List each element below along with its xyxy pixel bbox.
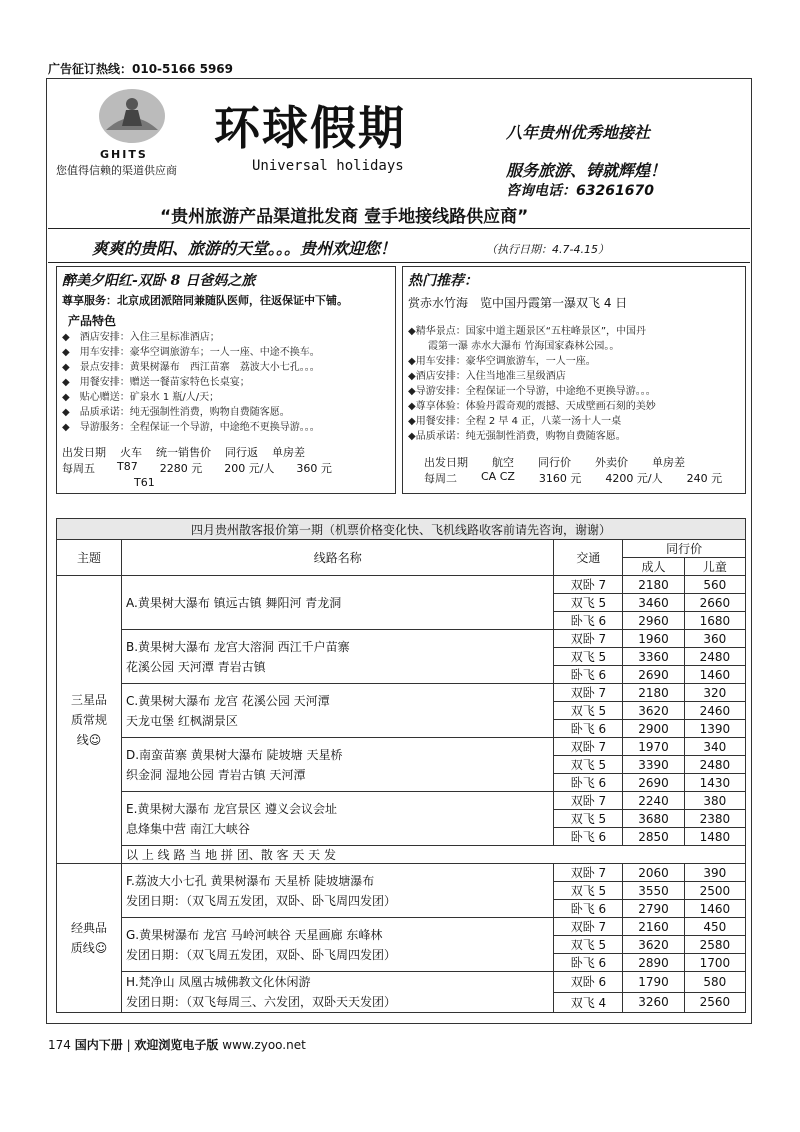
cell-child: 560	[684, 576, 745, 594]
cell-transport: 卧飞 6	[554, 828, 623, 846]
table-row	[57, 864, 746, 882]
cell-transport: 卧飞 6	[554, 666, 623, 684]
logo-code: GHITS	[100, 148, 148, 161]
cell-adult: 2960	[623, 612, 684, 630]
cell-adult: 2180	[623, 576, 684, 594]
brand-english: Universal holidays	[252, 158, 404, 174]
header-theme: 主题	[57, 540, 122, 576]
cell-adult: 3460	[623, 594, 684, 612]
feature-line: ◆尊享体验：体验丹霞奇观的震撼、天成壁画石刻的美妙	[408, 401, 656, 412]
tagline-2: 服务旅游、铸就辉煌！	[506, 161, 667, 180]
feature-line: ◆导游安排：全程保证一个导游，中途绝不更换导游。。。	[408, 386, 656, 397]
feature-line: ◆ 贴心赠送：矿泉水 1 瓶/人/天；	[62, 392, 220, 403]
feature-line: ◆ 酒店安排：入住三星标准酒店；	[62, 332, 220, 343]
tour2-features	[408, 324, 742, 444]
cell-transport: 双飞 5	[554, 756, 623, 774]
table-row	[57, 738, 746, 756]
tour1-departure: 出发日期 火车 统一销售价 同行返 单房差 每周五 T87 2280 元 200 元/人 360 元 T61	[62, 446, 332, 489]
consult-phone: 咨询电话：63261670	[506, 183, 654, 199]
cell-transport: 双卧 7	[554, 630, 623, 648]
cell-adult: 2160	[623, 918, 684, 936]
feature-line: ◆ 景点安排：黄果树瀑布 西江苗寨 荔波大小七孔。。。	[62, 362, 320, 373]
cell-transport: 双卧 7	[554, 738, 623, 756]
tour2-departure: 出发日期 航空 同行价 外卖价 单房差 每周二 CA CZ 3160 元 4200 元/人 240 元	[424, 456, 723, 485]
feature-line: ◆酒店安排：入住当地准三星级酒店	[408, 371, 566, 382]
cell-child: 2500	[684, 882, 745, 900]
cell-transport: 双飞 5	[554, 702, 623, 720]
cell-adult: 3260	[623, 992, 684, 1013]
cell-adult: 3550	[623, 882, 684, 900]
route-name: A.黄果树大瀑布 镇远古镇 舞阳河 青龙洞	[122, 576, 554, 630]
route-name: F.荔波大小七孔 黄果树瀑布 天星桥 陡坡塘瀑布 发团日期：（双飞周五发团，双卧、卧飞周四发团）	[122, 864, 554, 918]
cell-adult: 2850	[623, 828, 684, 846]
table-row	[57, 684, 746, 702]
cell-child: 2560	[684, 992, 745, 1013]
cell-transport: 双飞 5	[554, 648, 623, 666]
logo-slogan: 您值得信赖的渠道供应商	[56, 164, 177, 177]
features-title: 产品特色	[68, 314, 117, 328]
cell-adult: 3620	[623, 702, 684, 720]
cell-child: 380	[684, 792, 745, 810]
route-name: B.黄果树大瀑布 龙宫大溶洞 西江千户苗寨 花溪公园 天河潭 青岩古镇	[122, 630, 554, 684]
cell-child: 2480	[684, 648, 745, 666]
cell-adult: 2690	[623, 666, 684, 684]
cell-transport: 双卧 7	[554, 864, 623, 882]
welcome-text: 爽爽的贵阳、旅游的天堂。。。贵州欢迎您！	[92, 239, 397, 258]
cell-child: 1680	[684, 612, 745, 630]
route-name: C.黄果树大瀑布 龙宫 花溪公园 天河潭 天龙屯堡 红枫湖景区	[122, 684, 554, 738]
cell-adult: 3680	[623, 810, 684, 828]
cell-adult: 1960	[623, 630, 684, 648]
cell-transport: 双卧 7	[554, 684, 623, 702]
cell-transport: 卧飞 6	[554, 720, 623, 738]
cell-transport: 卧飞 6	[554, 900, 623, 918]
table-row	[57, 792, 746, 810]
tour2-subtitle: 赏赤水竹海 览中国丹霞第一瀑双飞 4 日	[408, 296, 628, 310]
cell-adult: 1790	[623, 972, 684, 993]
price-table	[56, 518, 746, 1013]
channel-slogan: “贵州旅游产品渠道批发商 壹手地接线路供应商”	[160, 207, 529, 227]
cell-adult: 1970	[623, 738, 684, 756]
cell-child: 1700	[684, 954, 745, 972]
cell-transport: 双飞 5	[554, 594, 623, 612]
cell-adult: 2060	[623, 864, 684, 882]
theme-cell: 三星品质常规线☺	[57, 576, 122, 864]
cell-child: 340	[684, 738, 745, 756]
cell-adult: 3620	[623, 936, 684, 954]
table-row	[57, 918, 746, 936]
cell-child: 360	[684, 630, 745, 648]
cell-child: 1480	[684, 828, 745, 846]
route-name: G.黄果树瀑布 龙宫 马岭河峡谷 天星画廊 东峰林 发团日期：（双飞周五发团，双卧、卧飞周四发团）	[122, 918, 554, 972]
feature-line: ◆精华景点：国家中道主题景区“五柱峰景区”，中国丹	[408, 326, 647, 337]
route-name: H.梵净山 凤凰古城佛教文化休闲游 发团日期：（双飞每周三、六发团，双卧天天发团）	[122, 972, 554, 1013]
cell-transport: 双卧 7	[554, 792, 623, 810]
cell-child: 450	[684, 918, 745, 936]
cell-child: 1460	[684, 666, 745, 684]
header-price: 同行价	[623, 540, 746, 558]
cell-transport: 双卧 7	[554, 918, 623, 936]
brand-name: 环球假期	[214, 101, 406, 155]
header-transport: 交通	[554, 540, 623, 576]
tour2-title: 热门推荐：	[408, 273, 478, 289]
divider	[48, 228, 750, 229]
cell-transport: 双飞 5	[554, 810, 623, 828]
feature-line: ◆ 用餐安排：赠送一餐苗家特色长桌宴；	[62, 377, 250, 388]
cell-child: 2460	[684, 702, 745, 720]
cell-child: 2660	[684, 594, 745, 612]
feature-line: 霞第一瀑 赤水大瀑布 竹海国家森林公园。。	[408, 341, 620, 352]
tour1-features	[62, 330, 392, 435]
cell-child: 390	[684, 864, 745, 882]
feature-line: ◆ 品质承诺：纯无强制性消费，购物自费随客愿。	[62, 407, 290, 418]
cell-adult: 2890	[623, 954, 684, 972]
cell-transport: 卧飞 6	[554, 774, 623, 792]
cell-transport: 双卧 6	[554, 972, 623, 993]
exec-date: （执行日期：4.7-4.15）	[486, 243, 609, 256]
cell-adult: 2690	[623, 774, 684, 792]
feature-line: ◆ 导游服务：全程保证一个导游，中途绝不更换导游。。。	[62, 422, 320, 433]
cell-child: 1460	[684, 900, 745, 918]
cell-child: 580	[684, 972, 745, 993]
cell-adult: 2180	[623, 684, 684, 702]
cell-child: 1430	[684, 774, 745, 792]
cell-transport: 双飞 5	[554, 882, 623, 900]
feature-line: ◆品质承诺：纯无强制性消费，购物自费随客愿。	[408, 431, 626, 442]
route-name: E.黄果树大瀑布 龙宫景区 遵义会议会址 息烽集中营 南江大峡谷	[122, 792, 554, 846]
feature-line: ◆ 用车安排：豪华空调旅游车；一人一座、中途不换车。	[62, 347, 320, 358]
cell-child: 2580	[684, 936, 745, 954]
cell-adult: 2900	[623, 720, 684, 738]
tour1-service: 尊享服务：北京成团派陪同兼随队医师，往返保证中下铺。	[62, 294, 348, 307]
cell-adult: 2790	[623, 900, 684, 918]
header-route: 线路名称	[122, 540, 554, 576]
divider	[48, 262, 750, 263]
ghits-logo-icon	[96, 86, 168, 146]
table-row	[57, 576, 746, 594]
cell-transport: 双飞 5	[554, 936, 623, 954]
cell-transport: 卧飞 6	[554, 612, 623, 630]
table-row	[57, 972, 746, 993]
cell-child: 1390	[684, 720, 745, 738]
cell-child: 2380	[684, 810, 745, 828]
feature-line: ◆用餐安排：全程 2 早 4 正，八菜一汤十人一桌	[408, 416, 622, 427]
cell-child: 320	[684, 684, 745, 702]
header-adult: 成人	[623, 558, 684, 576]
group-note: 以 上 线 路 当 地 拼 团、散 客 天 天 发	[122, 846, 746, 864]
tour1-title: 醉美夕阳红-双卧 8 日爸妈之旅	[62, 273, 256, 289]
tagline-1: 八年贵州优秀地接社	[506, 123, 651, 142]
cell-transport: 双卧 7	[554, 576, 623, 594]
cell-adult: 3360	[623, 648, 684, 666]
cell-adult: 2240	[623, 792, 684, 810]
ad-hotline: 广告征订热线：010-5166 5969	[48, 62, 234, 76]
cell-child: 2480	[684, 756, 745, 774]
page-footer: 174 国内下册 | 欢迎浏览电子版 www.zyoo.net	[48, 1038, 306, 1052]
cell-adult: 3390	[623, 756, 684, 774]
table-caption: 四月贵州散客报价第一期（机票价格变化快、飞机线路收客前请先咨询，谢谢）	[57, 519, 746, 540]
cell-transport: 双飞 4	[554, 992, 623, 1013]
table-row	[57, 630, 746, 648]
feature-line: ◆用车安排：豪华空调旅游车，一人一座。	[408, 356, 596, 367]
theme-cell: 经典品质线☺	[57, 864, 122, 1013]
header-child: 儿童	[684, 558, 745, 576]
route-name: D.南蛮苗寨 黄果树大瀑布 陡坡塘 天星桥 织金洞 湿地公园 青岩古镇 天河潭	[122, 738, 554, 792]
cell-transport: 卧飞 6	[554, 954, 623, 972]
